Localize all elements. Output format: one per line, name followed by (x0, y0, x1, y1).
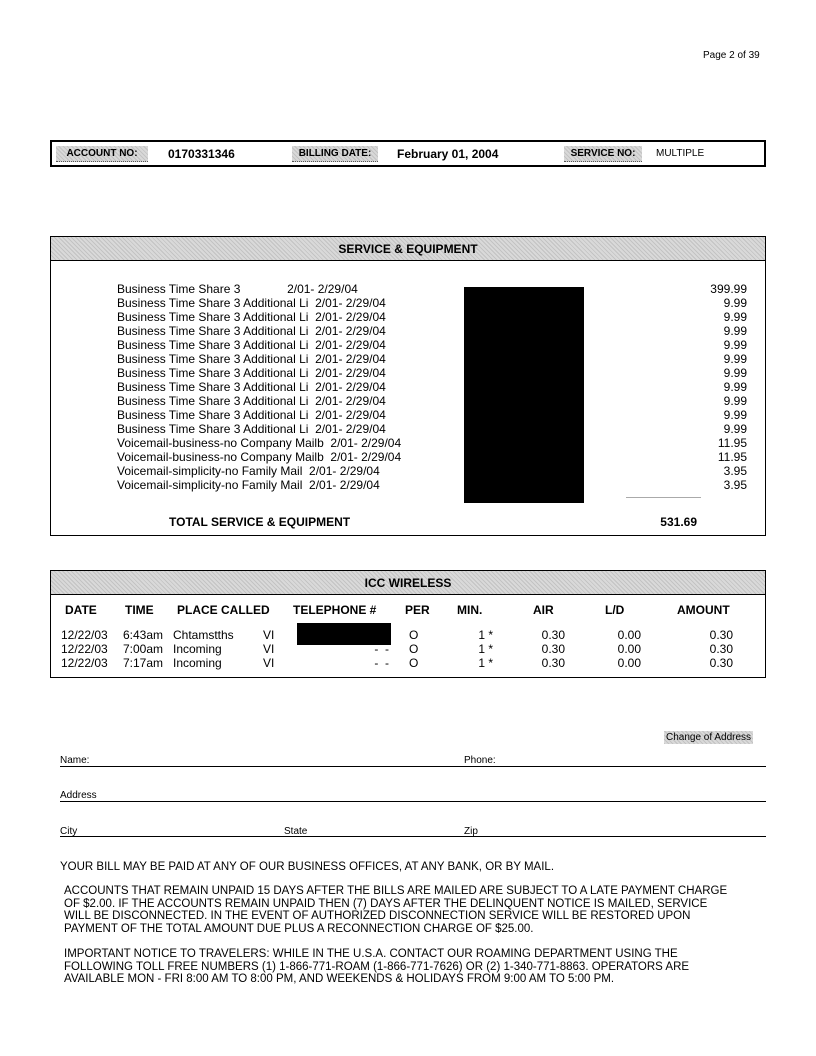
change-of-address-button[interactable]: Change of Address (666, 732, 752, 743)
call-ld: 0.00 (617, 642, 641, 656)
subtotal-rule (626, 497, 701, 498)
service-equipment-heading: SERVICE & EQUIPMENT (51, 237, 765, 261)
phone-label: Phone: (464, 755, 496, 766)
service-item-amount: 9.99 (723, 408, 747, 422)
call-air: 0.30 (541, 642, 565, 656)
service-item-amount: 3.95 (723, 478, 747, 492)
icc-wireless-section (50, 570, 766, 678)
address-field[interactable] (104, 788, 766, 802)
service-item-desc: Business Time Share 3 Additional Li 2/01- 2/29/04 (117, 380, 386, 394)
service-item-row (117, 352, 747, 366)
call-state: VI (263, 628, 275, 642)
phone-field[interactable] (500, 753, 766, 767)
name-label: Name: (60, 755, 90, 766)
travel-notice-line: FOLLOWING TOLL FREE NUMBERS (1) 1-866-771-ROAM (1-866-771-7626) OR (2) 1-340-771-8863. OPERATORS ARE (64, 960, 690, 973)
service-items-list (117, 282, 747, 492)
call-state: VI (263, 642, 275, 656)
total-label: TOTAL SERVICE & EQUIPMENT (169, 515, 351, 529)
call-phone: - - (374, 656, 389, 670)
address-label: Address (60, 790, 97, 801)
service-item-amount: 11.95 (717, 450, 747, 464)
service-item-amount: 9.99 (723, 422, 747, 436)
account-no-label: ACCOUNT NO: (56, 146, 148, 162)
col-place-called: PLACE CALLED (177, 603, 270, 617)
call-date: 12/22/03 (61, 628, 108, 642)
page-number: Page 2 of 39 (703, 50, 760, 61)
call-place: Incoming (173, 642, 222, 656)
service-item-desc: Business Time Share 3 Additional Li 2/01- 2/29/04 (117, 366, 386, 380)
call-air: 0.30 (541, 628, 565, 642)
name-field[interactable] (100, 753, 460, 767)
service-item-row (117, 296, 747, 310)
service-item-row (117, 436, 747, 450)
city-field[interactable] (84, 823, 280, 837)
col-air: AIR (533, 603, 554, 617)
call-ld: 0.00 (617, 628, 641, 642)
service-item-row (117, 338, 747, 352)
service-item-amount: 9.99 (723, 366, 747, 380)
service-item-amount: 9.99 (723, 310, 747, 324)
col-amount: AMOUNT (677, 603, 730, 617)
city-label: City (60, 826, 78, 837)
call-amount: 0.30 (709, 628, 733, 642)
service-no-value: MULTIPLE (656, 148, 705, 159)
service-item-desc: Business Time Share 3 Additional Li 2/01- 2/29/04 (117, 324, 386, 338)
call-ld: 0.00 (617, 656, 641, 670)
travel-notice-line: IMPORTANT NOTICE TO TRAVELERS: WHILE IN THE U.S.A. CONTACT OUR ROAMING DEPARTMENT USING THE (64, 948, 678, 960)
travelers-notice (64, 948, 689, 986)
state-field[interactable] (314, 823, 460, 837)
service-item-amount: 9.99 (723, 380, 747, 394)
col-telephone: TELEPHONE # (293, 603, 377, 617)
state-label: State (284, 826, 308, 837)
service-item-amount: 9.99 (723, 296, 747, 310)
service-item-desc: Business Time Share 3 Additional Li 2/01- 2/29/04 (117, 338, 386, 352)
service-item-desc: Voicemail-business-no Company Mailb 2/01- 2/29/04 (117, 436, 402, 450)
service-item-row (117, 394, 747, 408)
col-per: PER (405, 603, 430, 617)
service-item-amount: 9.99 (723, 394, 747, 408)
service-no-label: SERVICE NO: (564, 146, 642, 162)
service-item-amount: 9.99 (723, 324, 747, 338)
late-notice-line: ACCOUNTS THAT REMAIN UNPAID 15 DAYS AFTER THE BILLS ARE MAILED ARE SUBJECT TO A LATE PAYMENT CHARGE (64, 885, 728, 897)
call-amount: 0.30 (709, 642, 733, 656)
service-item-desc: Business Time Share 3 Additional Li 2/01- 2/29/04 (117, 310, 386, 324)
service-item-desc: Business Time Share 3 2/01- 2/29/04 (117, 282, 358, 296)
service-item-desc: Voicemail-business-no Company Mailb 2/01- 2/29/04 (117, 450, 402, 464)
service-item-row (117, 380, 747, 394)
travel-notice-line: AVAILABLE MON - FRI 8:00 AM TO 8:00 PM, AND WEEKENDS & HOLIDAYS FROM 9:00 AM TO 5:00 PM. (64, 973, 615, 985)
call-phone: - - (374, 642, 389, 656)
service-item-amount: 399.99 (710, 282, 747, 296)
billing-date-value: February 01, 2004 (397, 147, 499, 161)
service-item-desc: Business Time Share 3 Additional Li 2/01- 2/29/04 (117, 422, 386, 436)
service-item-row (117, 324, 747, 338)
service-item-row (117, 282, 747, 296)
col-date: DATE (65, 603, 97, 617)
call-place: Chtamstths (173, 628, 234, 642)
late-payment-notice (64, 885, 727, 935)
service-item-amount: 9.99 (723, 352, 747, 366)
service-item-desc: Voicemail-simplicity-no Family Mail 2/01- 2/29/04 (117, 464, 380, 478)
call-min: 1 * (478, 656, 493, 670)
late-notice-line: WILL BE DISCONNECTED. IN THE EVENT OF AUTHORIZED DISCONNECTION SERVICE WILL BE RESTORED UPON (64, 910, 691, 922)
service-item-row (117, 422, 747, 436)
zip-field[interactable] (484, 823, 766, 837)
service-item-row (117, 408, 747, 422)
service-item-desc: Business Time Share 3 Additional Li 2/01- 2/29/04 (117, 296, 386, 310)
call-per: O (409, 642, 419, 656)
service-item-row (117, 478, 747, 492)
call-per: O (409, 628, 419, 642)
service-item-amount: 3.95 (723, 464, 747, 478)
service-equipment-section (50, 236, 766, 536)
call-min: 1 * (478, 642, 493, 656)
zip-label: Zip (464, 826, 478, 837)
service-item-desc: Business Time Share 3 Additional Li 2/01- 2/29/04 (117, 394, 386, 408)
call-date: 12/22/03 (61, 642, 108, 656)
call-time: 7:17am (123, 656, 164, 670)
service-item-row (117, 366, 747, 380)
service-item-desc: Business Time Share 3 Additional Li 2/01- 2/29/04 (117, 352, 386, 366)
call-time: 7:00am (123, 642, 164, 656)
billing-date-label: BILLING DATE: (292, 146, 378, 162)
service-item-row (117, 464, 747, 478)
account-bar (50, 140, 766, 167)
call-air: 0.30 (541, 656, 565, 670)
service-item-desc: Business Time Share 3 Additional Li 2/01- 2/29/04 (117, 408, 386, 422)
col-time: TIME (125, 603, 154, 617)
total-amount: 531.69 (660, 515, 697, 529)
call-place: Incoming (173, 656, 222, 670)
service-item-row (117, 310, 747, 324)
call-min: 1 * (478, 628, 493, 642)
col-ld: L/D (605, 603, 625, 617)
account-no-value: 0170331346 (168, 147, 235, 161)
call-state: VI (263, 656, 275, 670)
col-min: MIN. (457, 603, 483, 617)
payment-notice: YOUR BILL MAY BE PAID AT ANY OF OUR BUSINESS OFFICES, AT ANY BANK, OR BY MAIL. (60, 861, 555, 873)
service-item-row (117, 450, 747, 464)
icc-wireless-heading: ICC WIRELESS (51, 571, 765, 595)
call-time: 6:43am (123, 628, 164, 642)
service-item-desc: Voicemail-simplicity-no Family Mail 2/01- 2/29/04 (117, 478, 380, 492)
late-notice-line: PAYMENT OF THE TOTAL AMOUNT DUE PLUS A RECONNECTION CHARGE OF $25.00. (64, 922, 534, 935)
service-item-amount: 11.95 (717, 436, 747, 450)
call-amount: 0.30 (709, 656, 733, 670)
late-notice-line: OF $2.00. IF THE ACCOUNTS REMAIN UNPAID THEN (7) DAYS AFTER THE DELINQUENT NOTICE IS MAILED, SERVICE (64, 897, 708, 910)
call-per: O (409, 656, 419, 670)
call-date: 12/22/03 (61, 656, 108, 670)
service-item-amount: 9.99 (723, 338, 747, 352)
